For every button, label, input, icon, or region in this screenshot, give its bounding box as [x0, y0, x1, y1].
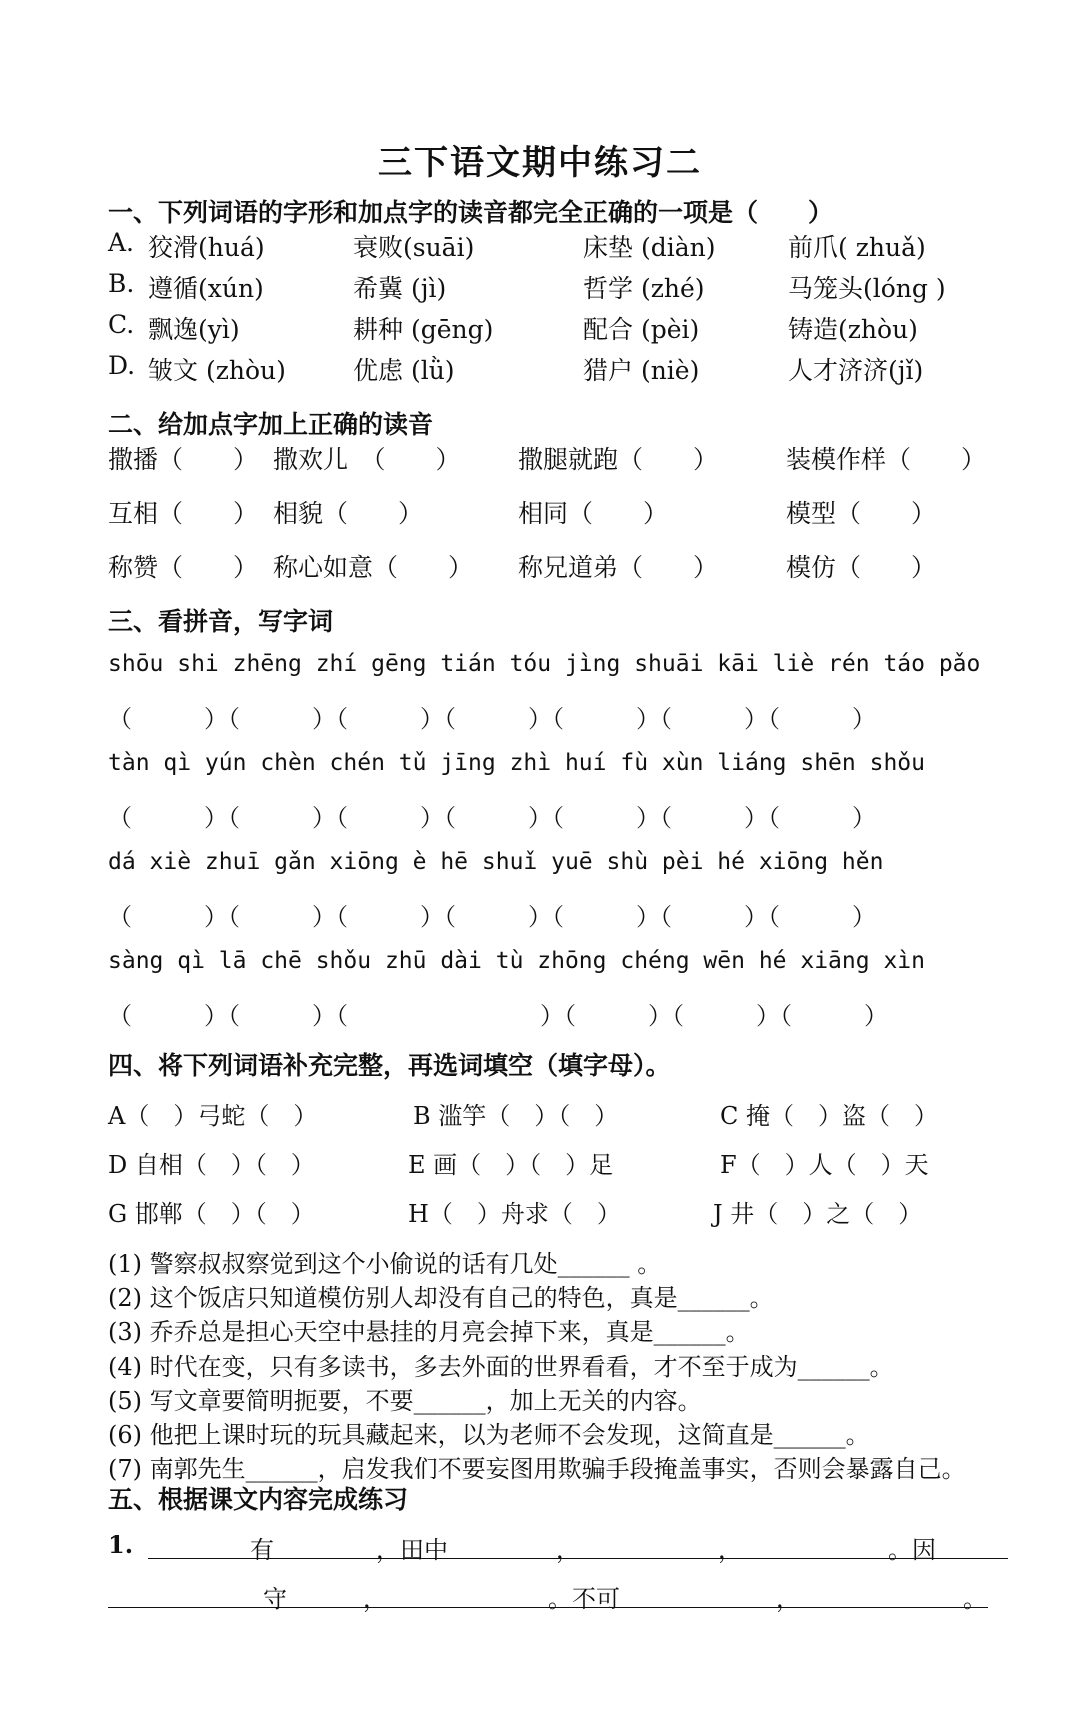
fill-question: (2) 这个饭店只知道模仿别人却没有自己的特色，真是______。	[108, 1284, 774, 1312]
option-word: 人才济济(jǐ)	[788, 356, 924, 385]
option-word: 配合 (pèi)	[583, 315, 700, 344]
option-word: 哲学 (zhé)	[583, 274, 705, 303]
option-label: B.	[108, 269, 135, 298]
answer-paren-row: （ ）（ ）（ ）（ ）（ ）（ ）（ ）	[108, 903, 876, 931]
pinyin-item: 模型（ ）	[786, 499, 937, 528]
option-word: 马笼头(lóng )	[788, 274, 946, 303]
option-word: 皱文 (zhòu)	[148, 356, 286, 385]
idiom-item: A（ ）弓蛇（ ）	[108, 1102, 318, 1130]
pinyin-item: 撒腿就跑（ ）	[518, 445, 719, 474]
pinyin-item: 撒欢儿 （ ）	[273, 445, 461, 474]
fill-question: (1) 警察叔叔察觉到这个小偷说的话有几处______ 。	[108, 1250, 662, 1278]
idiom-item: E 画（ ）（ ）足	[408, 1151, 614, 1179]
pinyin-item: 相同（ ）	[518, 499, 669, 528]
pinyin-item: 撒播（ ）	[108, 445, 259, 474]
recite-fragment: ，	[556, 1536, 580, 1564]
idiom-item: B 滥竽（ ）（ ）	[413, 1102, 619, 1130]
section-1-heading: 一、下列词语的字形和加点字的读音都完全正确的一项是（ ）	[108, 198, 834, 227]
recite-fragment: 。不可	[548, 1585, 620, 1613]
pinyin-row: sàng qì lā chē shǒu zhū dài tù zhōng chéng wēn hé xiāng xìn	[108, 948, 925, 974]
pinyin-row: dá xiè zhuī gǎn xiōng è hē shuǐ yuē shù pèi hé xiōng hěn	[108, 849, 884, 875]
option-word: 耕种 (gēng)	[353, 315, 494, 344]
answer-paren-row: （ ）（ ）（ ）（ ）（ ）（ ）（ ）	[108, 705, 876, 733]
answer-paren-row: （ ）（ ）（ ）（ ）（ ）（ ）（ ）	[108, 804, 876, 832]
pinyin-item: 模仿（ ）	[786, 553, 937, 582]
recite-fragment: ，	[718, 1536, 742, 1564]
recite-fragment: 有	[250, 1536, 274, 1564]
option-word: 狡滑(huá)	[148, 233, 265, 262]
section-5-heading: 五、根据课文内容完成练习	[108, 1485, 409, 1514]
section-4-heading: 四、将下列词语补充完整，再选词填空（填字母）。	[108, 1051, 671, 1080]
pinyin-item: 称兄道弟（ ）	[518, 553, 719, 582]
idiom-item: F（ ）人（ ）天	[720, 1151, 929, 1179]
option-word: 飘逸(yì)	[148, 315, 240, 344]
recite-fragment: ，	[363, 1585, 387, 1613]
fill-question: (6) 他把上课时玩的玩具藏起来，以为老师不会发现，这简直是______。	[108, 1421, 870, 1449]
option-word: 床垫 (diàn)	[583, 233, 716, 262]
option-word: 衰败(suāi)	[353, 233, 475, 262]
pinyin-item: 互相（ ）	[108, 499, 259, 528]
pinyin-item: 装模作样（ ）	[786, 445, 987, 474]
section-2-heading: 二、给加点字加上正确的读音	[108, 410, 434, 439]
pinyin-row: shōu shi zhēng zhí gēng tián tóu jìng shuāi kāi liè rén táo pǎo	[108, 651, 981, 677]
fill-question: (5) 写文章要简明扼要，不要______，加上无关的内容。	[108, 1387, 702, 1415]
fill-question: (7) 南郭先生______，启发我们不要妄图用欺骗手段掩盖事实，否则会暴露自己。	[108, 1455, 966, 1483]
option-word: 猎户 (niè)	[583, 356, 700, 385]
pinyin-item: 称赞（ ）	[108, 553, 259, 582]
page-title: 三下语文期中练习二	[378, 143, 702, 183]
recite-fragment: ，田中	[376, 1536, 448, 1564]
option-label: C.	[108, 310, 135, 339]
idiom-item: D 自相（ ）（ ）	[108, 1151, 315, 1179]
idiom-item: J 井（ ）之（ ）	[713, 1200, 923, 1228]
question-number: 1.	[108, 1530, 134, 1559]
option-label: D.	[108, 351, 136, 380]
pinyin-row: tàn qì yún chèn chén tǔ jīng zhì huí fù xùn liáng shēn shǒu	[108, 750, 925, 776]
option-label: A.	[108, 228, 135, 257]
answer-paren-row: （ ）（ ）（ ）（ ）（ ）（ ）	[108, 1002, 888, 1030]
section-3-heading: 三、看拼音，写字词	[108, 607, 334, 636]
recite-fragment: 。因	[888, 1536, 936, 1564]
fill-question: (4) 时代在变，只有多读书，多去外面的世界看看，才不至于成为______。	[108, 1353, 894, 1381]
recite-fragment: ，	[776, 1585, 800, 1613]
recite-fragment: 守	[263, 1585, 287, 1613]
pinyin-item: 称心如意（ ）	[273, 553, 474, 582]
option-word: 前爪( zhuǎ)	[788, 233, 926, 262]
idiom-item: G 邯郸（ ）（ ）	[108, 1200, 315, 1228]
option-word: 铸造(zhòu)	[788, 315, 918, 344]
option-word: 优虑 (lǜ)	[353, 356, 455, 385]
option-word: 希冀 (jì)	[353, 274, 447, 303]
idiom-item: H（ ）舟求（ ）	[408, 1200, 621, 1228]
idiom-item: C 掩（ ）盗（ ）	[720, 1102, 938, 1130]
recite-fragment: 。	[963, 1585, 987, 1613]
pinyin-item: 相貌（ ）	[273, 499, 424, 528]
option-word: 遵循(xún)	[148, 274, 264, 303]
fill-question: (3) 乔乔总是担心天空中悬挂的月亮会掉下来，真是______。	[108, 1318, 750, 1346]
